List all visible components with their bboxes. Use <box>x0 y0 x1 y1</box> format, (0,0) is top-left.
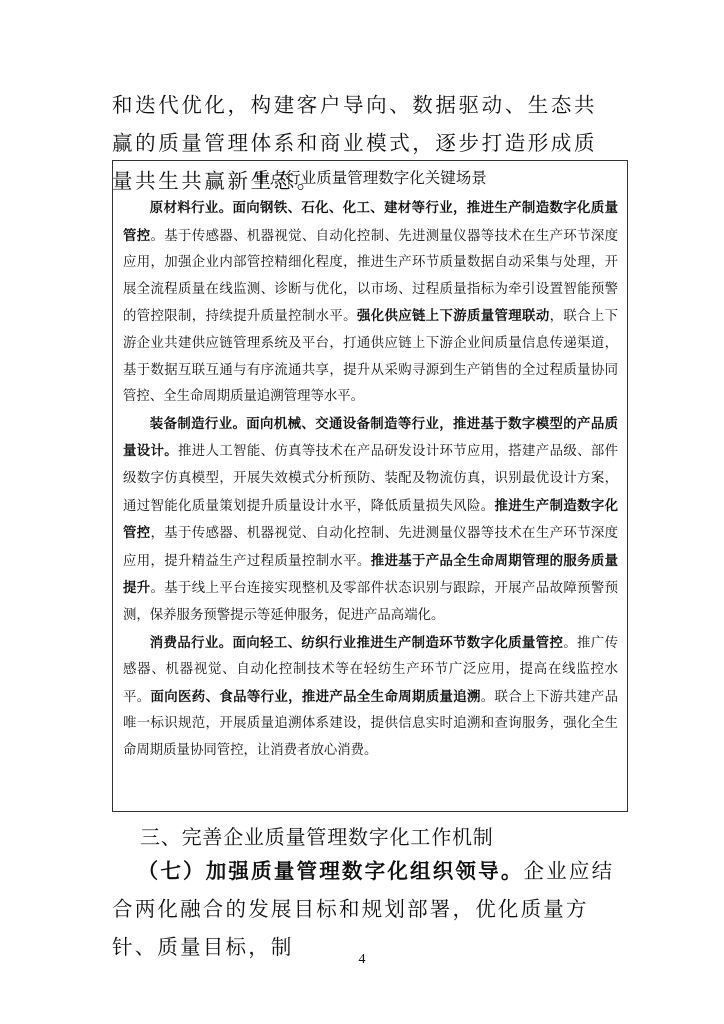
lifecycle-service-heading: 推进基于产品全生命周期管理的服务质量提升 <box>123 552 619 597</box>
equipment-text-1: 推进人工智能、仿真等技术在产品研发设计环节应用，搭建产品级、部件级数字仿真模型，开展失效模式分析预防、装配及物流仿真，识别最优设计方案，通过智能化质量策划提升质量设计水平，降低质量损失风险。 <box>123 444 619 514</box>
key-scenarios-box <box>112 160 628 812</box>
equipment-heading: 装备制造行业。面向机械、交通设备制造等行业，推进基于数字模型的产品质量设计。 <box>123 415 618 460</box>
equipment-text-2: ，基于传感器、机器视觉、自动化控制、先进测量仪器等技术在生产环节深度应用，提升精益生产过程质量控制水平。 <box>123 526 619 569</box>
raw-materials-text-1: 。基于传感器、机器视觉、自动化控制、先进测量仪器等技术在生产环节深度应用，加强企业内部管控精细化程度，推进生产环节质量数据自动采集与处理，开展全流程质量在线监测、诊断与优化，以市场、过程质量指标为牵引设置智能预警的管控限制，持续提升质量控制水平。 <box>123 228 619 325</box>
bottom-paragraph <box>112 852 618 966</box>
raw-materials-text-2: ，联合上下游企业共建供应链管理系统及平台，打通供应链上下游企业间质量信息传递渠道，基于数据互联互通与有序流通共享，提升从采购寻源到生产销售的全过程质量协同管控、全生命周期质量追溯管理等水平。 <box>123 309 619 405</box>
section-heading: 三、完善企业质量管理数字化工作机制 <box>140 825 494 849</box>
intro-paragraph: 和迭代优化，构建客户导向、数据驱动、生态共赢的质量管理体系和商业模式，逐步打造形成质量共生共赢新生态。 <box>112 93 598 193</box>
equipment-text-3: 。基于线上平台连接实现整机及零部件状态识别与跟踪，开展产品故障预警预测，保养服务预警提示等延伸服务，促进产品高端化。 <box>123 581 619 623</box>
equipment-paragraph <box>123 411 618 630</box>
traceability-heading: 面向医药、食品等行业，推进产品全生命周期质量追溯 <box>150 688 481 705</box>
box-title: 重点行业质量管理数字化关键场景 <box>254 169 487 187</box>
bottom-paragraph-heading: （七）加强质量管理数字化组织领导。 <box>137 859 524 883</box>
production-control-heading: 推进生产制造数字化管控 <box>123 497 619 542</box>
page-number: 4 <box>358 952 366 967</box>
raw-materials-heading: 原材料行业。面向钢铁、石化、化工、建材等行业，推进生产制造数字化质量管控 <box>123 200 618 244</box>
consumer-goods-text-1: 。推广传感器、机器视觉、自动化控制技术等在轻纺生产环节广泛应用，提高在线监控水平。 <box>123 635 619 705</box>
consumer-goods-text-2: 。联合上下游共建产品唯一标识规范，开展质量追溯体系建设，提供信息实时追溯和查询服务，强化全生命周期质量协同管控，让消费者放心消费。 <box>123 689 619 758</box>
supply-chain-heading: 强化供应链上下游质量管理联动 <box>356 308 550 325</box>
bottom-paragraph-text: 企业应结合两化融合的发展目标和规划部署，优化质量方针、质量目标，制 <box>112 859 615 959</box>
consumer-goods-heading: 消费品行业。面向轻工、纺织行业推进生产制造环节数字化质量管控 <box>149 634 564 651</box>
raw-materials-paragraph <box>123 195 618 411</box>
consumer-goods-paragraph <box>123 630 618 765</box>
